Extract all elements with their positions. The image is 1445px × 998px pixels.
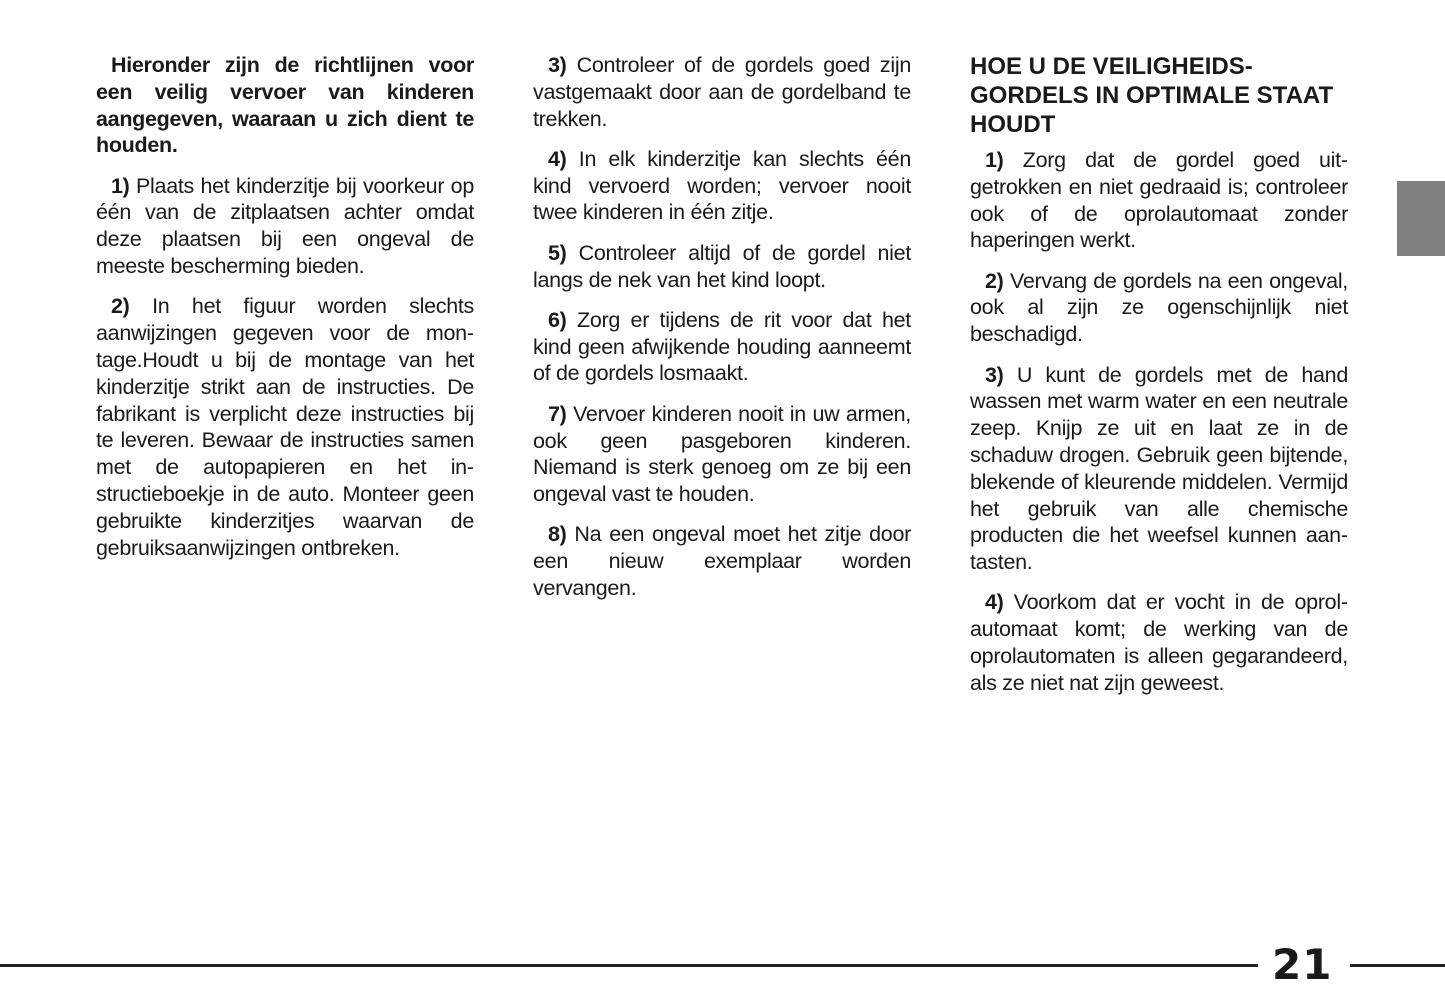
paragraph [96,173,474,280]
paragraph [970,147,1348,254]
column-3 [970,52,1348,710]
paragraph [533,146,911,226]
column-2 [533,52,911,615]
paragraph [533,52,911,132]
paragraph [533,521,911,601]
item-text: Na een ongeval moet het zitje door een nieuw exemplaar worden vervangen. [533,522,911,601]
item-text: Plaats het kinderzitje bij voorkeur op één van de zitplaatsen achter omdat deze plaatsen bij een ongeval de meeste bescherming bieden. [96,173,474,279]
section-heading: HOE U DE VEILIGHEIDS- GORDELS IN OPTIMALE STAAT HOUDT [970,53,1334,138]
chapter-tab-marker [1397,181,1445,256]
paragraph [970,268,1348,348]
item-number: 6) [548,307,567,332]
item-text: Vervoer kinderen nooit in uw armen, ook geen pasgeboren kinderen. Niemand is sterk genoeg om ze bij een ongeval vast te houden. [533,401,911,507]
paragraph [533,401,911,508]
item-number: 4) [548,146,567,171]
paragraph [970,589,1348,696]
item-text: Controleer of de gordels goed zijn vastgemaakt door aan de gordelband te trekken. [533,53,911,131]
paragraph [970,362,1348,576]
footer-rule-right [1350,964,1445,967]
intro-text: Hieronder zijn de richtlijnen voor een veilig vervoer van kinderen aangegeven, waaraan u zich dient te houden. [96,53,474,158]
item-text: Controleer altijd of de gordel niet langs de nek van het kind loopt. [533,240,911,292]
paragraph [533,240,911,294]
item-text: In elk kinderzitje kan slechts één kind vervoerd worden; vervoer nooit twee kinderen in één zitje. [533,146,911,225]
item-text: Zorg dat de gordel goed uitgetrokken en niet gedraaid is; controleer ook of de oprolautomaat zonder haperingen werkt. [970,148,1348,253]
item-number: 3) [985,362,1004,387]
footer-rule-left [0,964,1258,967]
page-number: 21 [1272,940,1333,989]
paragraph [96,293,474,561]
item-number: 8) [548,522,567,547]
item-text: Voorkom dat er vocht in de oprolautomaat komt; de werking van de oprolautomaten is alleen gegarandeerd, als ze niet nat zijn geweest. [970,590,1348,695]
item-number: 4) [985,590,1004,615]
item-text: In het figuur worden slechts aanwijzingen gegeven voor de montage.Houdt u bij de montage van het kinderzitje strikt aan de instructies. De fabrikant is verplicht deze instructies bij te leveren. Bewaar de instructies samen met de autopapieren en het instructieboekje in de auto. Monteer geen gebruikte kinderzitjes waarvan de gebruiksaanwijzingen ontbreken. [96,294,474,560]
item-number: 2) [985,268,1004,293]
item-text: U kunt de gordels met de hand wassen met warm water en een neutrale zeep. Knijp ze uit en laat ze in de schaduw drogen. Gebruik geen bijtende, blekende of kleurende middelen. Vermijd het gebruik van alle chemische producten die het weefsel kunnen aantasten. [970,362,1348,575]
column-1 [96,52,474,575]
item-text: Zorg er tijdens de rit voor dat het kind geen afwijkende houding aanneemt of de gordels losmaakt. [533,307,911,386]
item-number: 5) [548,240,567,265]
item-number: 3) [548,53,567,77]
item-number: 1) [985,148,1004,172]
item-number: 2) [111,294,130,319]
item-text: Vervang de gordels na een ongeval, ook al zijn ze ogenschijnlijk niet beschadigd. [970,268,1348,347]
item-number: 7) [548,401,567,426]
item-number: 1) [111,173,130,198]
paragraph [533,307,911,387]
